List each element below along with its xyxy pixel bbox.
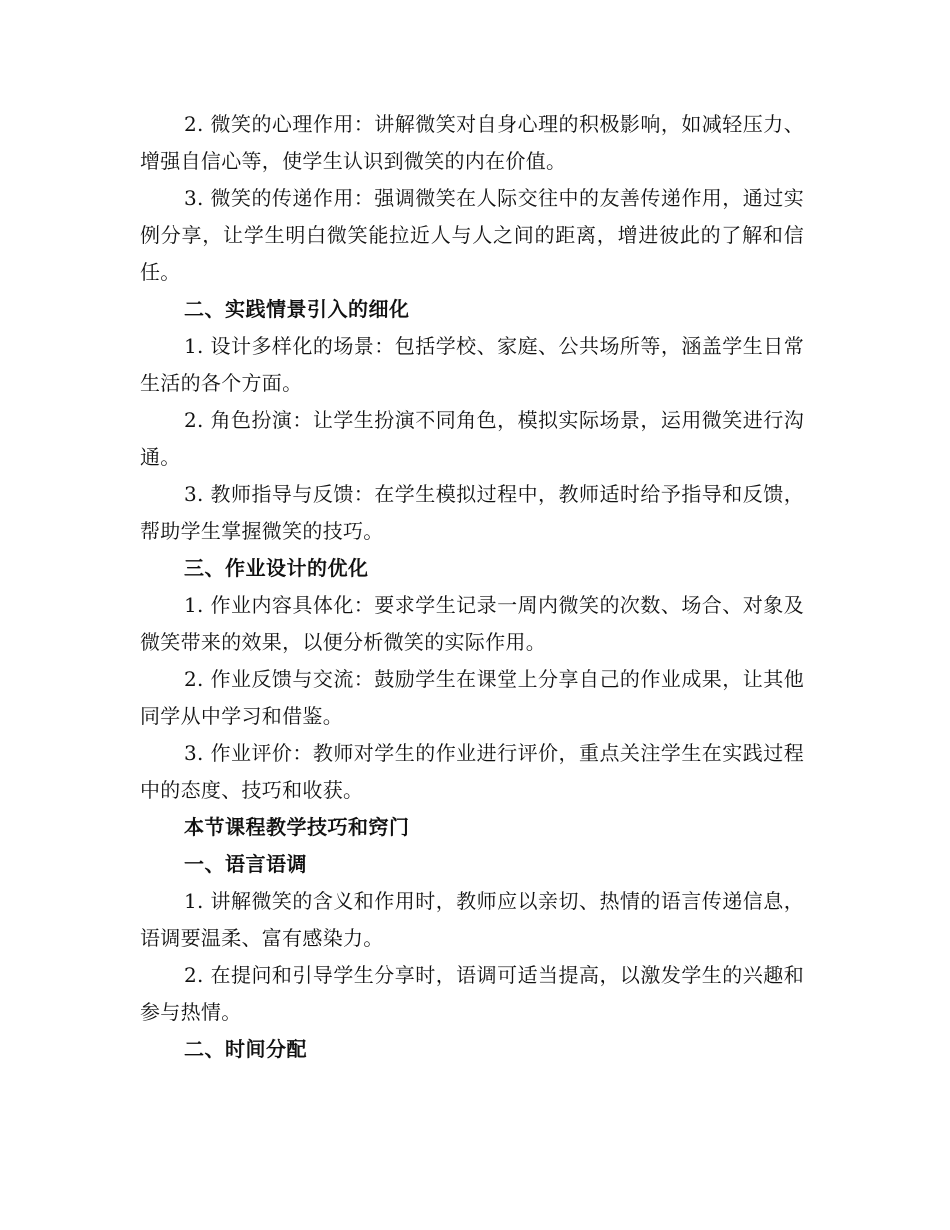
heading-time-allocation: 二、时间分配	[184, 1037, 307, 1061]
para-teacher-guidance: 3. 教师指导与反馈：在学生模拟过程中，教师适时给予指导和反馈，帮助学生掌握微笑的技巧。	[140, 482, 804, 543]
para-homework-feedback: 2. 作业反馈与交流：鼓励学生在课堂上分享自己的作业成果，让其他同学从中学习和借鉴。	[140, 667, 804, 728]
heading-language-tone: 一、语言语调	[184, 852, 307, 876]
para-tone-questions: 2. 在提问和引导学生分享时，语调可适当提高，以激发学生的兴趣和参与热情。	[140, 963, 804, 1024]
para-psychological-effect: 2. 微笑的心理作用：讲解微笑对自身心理的积极影响，如减轻压力、增强自信心等，使学生认识到微笑的内在价值。	[140, 112, 804, 173]
para-diverse-scenes: 1. 设计多样化的场景：包括学校、家庭、公共场所等，涵盖学生日常生活的各个方面。	[140, 334, 804, 395]
para-homework-evaluation: 3. 作业评价：教师对学生的作业进行评价，重点关注学生在实践过程中的态度、技巧和收获。	[140, 741, 804, 802]
para-tone-explain: 1. 讲解微笑的含义和作用时，教师应以亲切、热情的语言传递信息，语调要温柔、富有感染力。	[140, 889, 804, 950]
heading-homework-design: 三、作业设计的优化	[184, 556, 369, 580]
para-role-play: 2. 角色扮演：让学生扮演不同角色，模拟实际场景，运用微笑进行沟通。	[140, 408, 804, 469]
para-homework-content: 1. 作业内容具体化：要求学生记录一周内微笑的次数、场合、对象及微笑带来的效果，以便分析微笑的实际作用。	[140, 593, 804, 654]
heading-teaching-tips: 本节课程教学技巧和窍门	[184, 815, 410, 839]
para-transmission-effect: 3. 微笑的传递作用：强调微笑在人际交往中的友善传递作用，通过实例分享，让学生明白微笑能拉近人与人之间的距离，增进彼此的了解和信任。	[140, 186, 804, 284]
document-page	[140, 106, 804, 1068]
heading-practice-scenario: 二、实践情景引入的细化	[184, 297, 410, 321]
